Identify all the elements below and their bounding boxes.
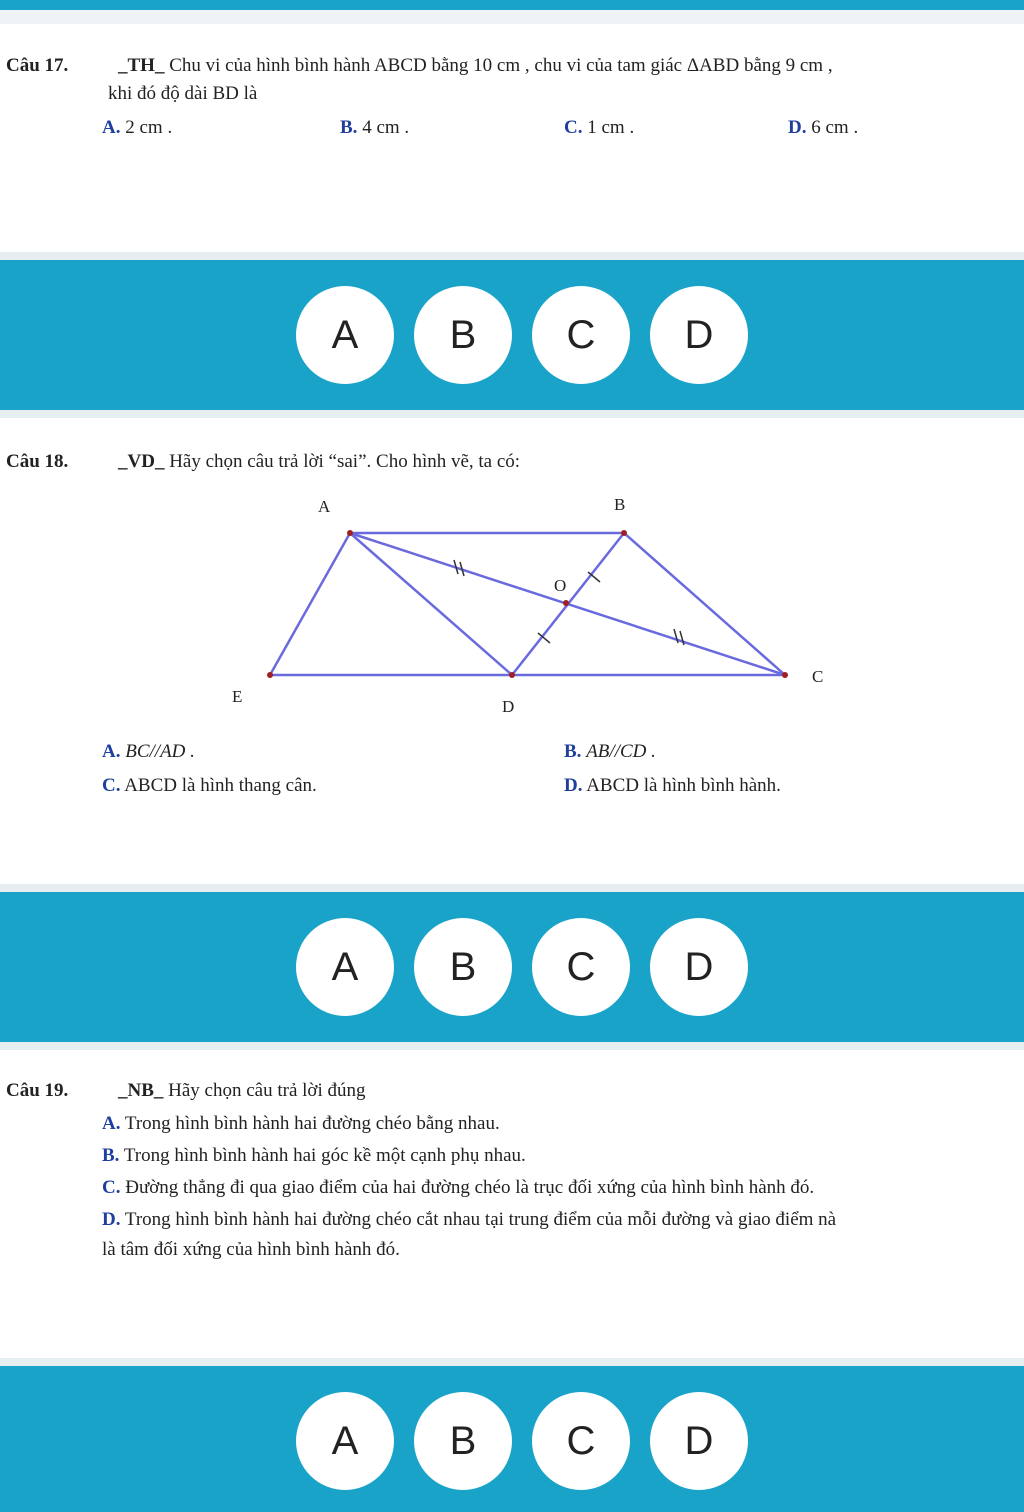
label-d: D — [502, 697, 515, 716]
q19-option-d-continuation: là tâm đối xứng của hình bình hành đó. — [102, 1239, 400, 1260]
q18-answer-b-button[interactable]: B — [414, 918, 512, 1016]
q19-option-b: B. Trong hình bình hành hai góc kề một cạnh phụ nhau. — [102, 1145, 526, 1166]
label-e: E — [232, 687, 243, 706]
q17-option-d: D. 6 cm . — [788, 117, 859, 138]
label-c: C — [812, 667, 824, 686]
q17-option-a: A. 2 cm . — [102, 117, 173, 138]
q17-stem-line2: khi đó độ dài BD là — [108, 83, 258, 104]
q19-answer-c-button[interactable]: C — [532, 1392, 630, 1490]
segment-ae — [270, 533, 350, 675]
tick-oc-1 — [674, 629, 678, 643]
label-b: B — [614, 495, 626, 514]
segment-ad — [350, 533, 512, 675]
q17-option-c: C. 1 cm . — [564, 117, 635, 138]
q18-option-a: A. BC//AD . — [102, 741, 195, 762]
point-o — [563, 600, 569, 606]
point-b — [621, 530, 627, 536]
q17-option-b: B. 4 cm . — [340, 117, 410, 138]
top-divider — [0, 10, 1024, 24]
q18-figure — [0, 490, 1024, 720]
label-o: O — [554, 576, 567, 595]
q17-answer-d-button[interactable]: D — [650, 286, 748, 384]
answer-bar-q19 — [0, 1358, 1024, 1512]
q17-answer-c-button[interactable]: C — [532, 286, 630, 384]
answer-bar-q18 — [0, 884, 1024, 1050]
point-d — [509, 672, 515, 678]
q18-answer-c-button[interactable]: C — [532, 918, 630, 1016]
q19-option-d: D. Trong hình bình hành hai đường chéo cắt nhau tại trung điểm của mỗi đường và giao điểm nà — [102, 1209, 837, 1230]
segment-bc — [624, 533, 785, 675]
q18-option-d: D. ABCD là hình bình hành. — [564, 775, 781, 796]
q18-answer-d-button[interactable]: D — [650, 918, 748, 1016]
label-a: A — [318, 497, 331, 516]
q18-number: Câu 18. — [6, 451, 69, 472]
q19-answer-b-button[interactable]: B — [414, 1392, 512, 1490]
point-e — [267, 672, 273, 678]
point-a — [347, 530, 353, 536]
q18-answer-a-button[interactable]: A — [296, 918, 394, 1016]
q17-number: Câu 17. — [6, 55, 69, 76]
top-accent-bar — [0, 0, 1024, 10]
q17-answer-b-button[interactable]: B — [414, 286, 512, 384]
q19-option-a: A. Trong hình bình hành hai đường chéo bằng nhau. — [102, 1113, 500, 1134]
q19-number: Câu 19. — [6, 1080, 69, 1101]
q17-answer-a-button[interactable]: A — [296, 286, 394, 384]
tick-oc-2 — [680, 631, 684, 645]
q19-answer-a-button[interactable]: A — [296, 1392, 394, 1490]
q19-stem: _NB_ Hãy chọn câu trả lời đúng — [118, 1080, 366, 1101]
point-c — [782, 672, 788, 678]
q18-stem: _VD_ Hãy chọn câu trả lời “sai”. Cho hình vẽ, ta có: — [118, 451, 521, 472]
q19-option-c: C. Đường thẳng đi qua giao điểm của hai đường chéo là trục đối xứng của hình bình hành đó. — [102, 1177, 815, 1198]
q18-option-b: B. AB//CD . — [564, 741, 656, 762]
q18-option-c: C. ABCD là hình thang cân. — [102, 775, 317, 796]
q17-stem-line1: _TH_ Chu vi của hình bình hành ABCD bằng 10 cm , chu vi của tam giác ΔABD bằng 9 cm , — [118, 55, 833, 76]
answer-bar-q17 — [0, 252, 1024, 418]
q19-answer-d-button[interactable]: D — [650, 1392, 748, 1490]
